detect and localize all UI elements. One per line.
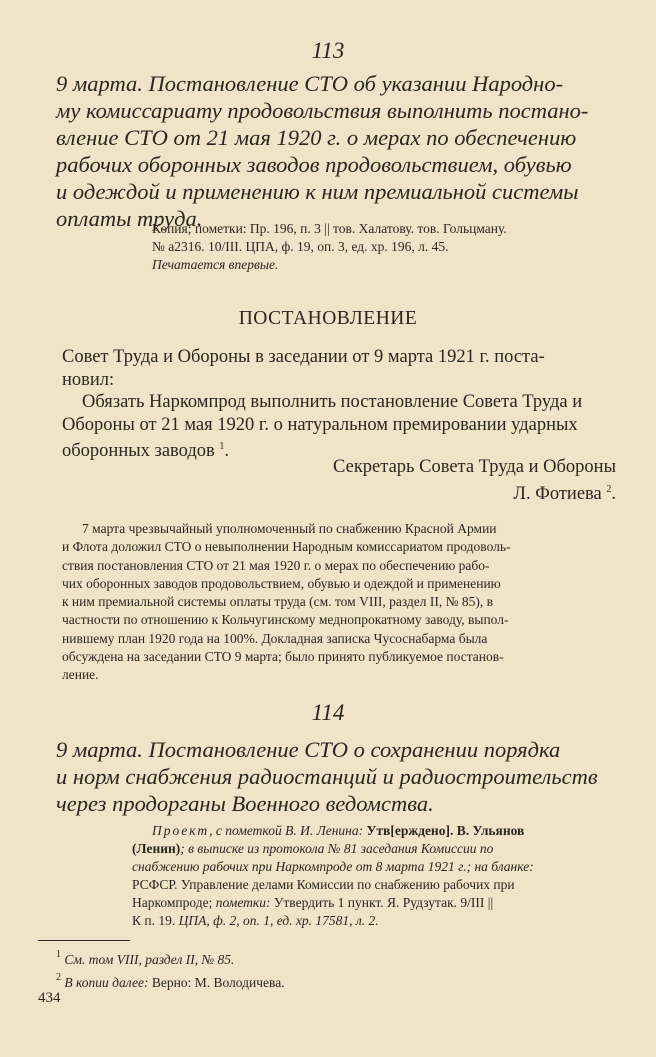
period: . (611, 483, 616, 504)
signer: Л. Фотиева (513, 483, 602, 504)
comment-line: обсуждена на заседании СТО 9 марта; было принято публикуемое постанов- (62, 649, 504, 665)
footnote-mark: 2 (56, 972, 61, 983)
document-number: 114 (311, 700, 345, 725)
section-heading: ПОСТАНОВЛЕНИЕ (238, 308, 418, 329)
title-line: му комиссариату продовольствия выполнить постано- (56, 98, 589, 123)
source-kind: Проект (152, 823, 210, 838)
source-line: Копия; пометки: Пр. 196, п. 3 || тов. Халатову. тов. Гольцману. (152, 221, 507, 236)
publication-note: Печатается впервые. (152, 257, 279, 272)
source-text: К п. 19. (132, 913, 179, 928)
source-text: Наркомпроде; (132, 895, 216, 910)
title-line: рабочих оборонных заводов продовольствием, обувью (56, 152, 572, 177)
signature-name (333, 479, 616, 506)
comment-line: чих оборонных заводов продовольствием, обувью и одеждой и применению (62, 575, 501, 591)
footnote-text: См. том VIII, раздел II, № 85. (64, 952, 235, 967)
source-text: Утвердить 1 пункт. Я. Рудзутак. 9/III || (270, 895, 494, 910)
document-title (56, 736, 622, 817)
title-line: и норм снабжения радиостанций и радиостроительств (56, 764, 598, 789)
page-number: 434 (38, 990, 61, 1006)
signature (333, 456, 616, 505)
archive-ref: ЦПА, ф. 2, оп. 1, ед. хр. 17581, л. 2. (178, 913, 379, 928)
signature-title: Секретарь Совета Труда и Обороны (333, 457, 616, 477)
source-line (152, 822, 622, 840)
editorial-comment (62, 520, 622, 685)
source-line (132, 894, 622, 912)
comment-line: ление. (62, 667, 99, 683)
body-line: Обязать Наркомпрод выполнить постановление Совета Труда и (82, 392, 583, 412)
period: . (224, 441, 230, 461)
comment-line: к ним премиальной системы оплаты труда (см. том VIII, раздел II, № 85), в (62, 594, 493, 610)
comment-line: 7 марта чрезвычайный уполномоченный по снабжению Красной Армии (82, 521, 497, 536)
title-line: вление СТО от 21 мая 1920 г. о мерах по обеспечению (56, 125, 577, 150)
footnote-2 (56, 969, 616, 992)
source-line: снабжению рабочих при Наркомпроде от 8 марта 1921 г.; на бланке: (132, 859, 534, 874)
document-title (56, 70, 622, 232)
footnote-mark: 1 (56, 949, 61, 960)
document-number: 113 (311, 38, 345, 63)
marks-label: пометки: (215, 895, 271, 910)
footnote-text: В копии далее: (64, 975, 149, 990)
comment-line: и Флота доложил СТО о невыполнении Народным комиссариатом продоволь- (62, 539, 511, 555)
title-line: 9 марта. Постановление СТО об указании Народно- (56, 71, 564, 96)
resolution-text (62, 346, 622, 463)
title-line: 9 марта. Постановление СТО о сохранении порядка (56, 737, 561, 762)
lenin-name: (Ленин) (132, 841, 181, 856)
footnotes (56, 946, 616, 992)
source-note: ; в выписке из протокола № 81 заседания Комиссии по (180, 841, 494, 856)
footnote-divider (38, 940, 130, 941)
body-line: новил: (62, 369, 115, 390)
footnote-ref: 1 (219, 441, 225, 452)
title-line: и одеждой и применению к ним премиальной системы (56, 179, 579, 204)
body-line: Совет Труда и Обороны в заседании от 9 марта 1921 г. поста- (62, 347, 545, 367)
footnote-ref: 2 (606, 483, 612, 495)
comment-line: ствия постановления СТО от 21 мая 1920 г. о мерах по обеспечению рабо- (62, 557, 490, 573)
title-line: оплаты труда. (56, 206, 203, 231)
body-text: оборонных заводов (62, 441, 215, 461)
archival-source (132, 822, 622, 930)
source-line: РСФСР. Управление делами Комиссии по снабжению рабочих при (132, 877, 515, 892)
lenin-mark: Утв[ерждено]. В. Ульянов (366, 823, 525, 838)
footnote-1 (56, 946, 616, 969)
source-line: № а2316. 10/III. ЦПА, ф. 19, оп. 3, ед. хр. 196, л. 45. (152, 239, 449, 254)
comment-line: нившему план 1920 года на 100%. Докладная записка Чусоснабарма была (62, 630, 488, 646)
body-line: Обороны от 21 мая 1920 г. о натуральном премировании ударных (62, 414, 578, 435)
source-note: , с пометкой В. И. Ленина: (209, 823, 367, 838)
comment-line: частности по отношению к Кольчугинскому меднопрокатному заводу, выпол- (62, 612, 509, 628)
archival-source (152, 220, 622, 274)
source-line (132, 912, 622, 930)
source-line (132, 840, 622, 858)
footnote-text: Верно: М. Володичева. (148, 975, 285, 990)
title-line: через продорганы Военного ведомства. (56, 791, 434, 816)
